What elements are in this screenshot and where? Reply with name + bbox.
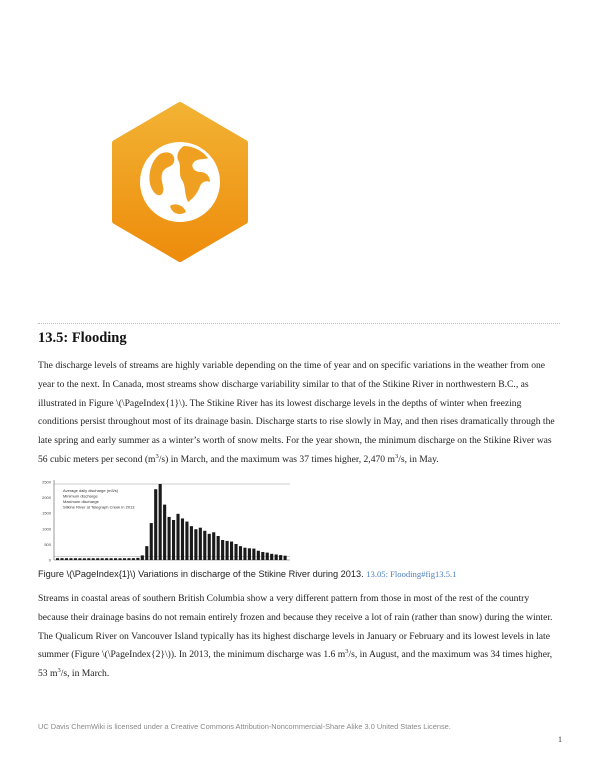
discharge-bar <box>234 544 237 560</box>
discharge-bar <box>56 558 59 560</box>
discharge-bar <box>132 558 135 560</box>
discharge-bar <box>69 558 72 560</box>
y-tick-label: 2500 <box>42 479 51 485</box>
library-logo <box>110 102 250 262</box>
discharge-bar <box>92 558 95 560</box>
discharge-bar <box>199 528 202 560</box>
discharge-bar <box>145 546 148 560</box>
legend-entry: Minimum discharge <box>63 493 98 499</box>
caption-text: Figure \(\PageIndex{1}\) Variations in discharge of the Stikine River during 2013. <box>38 569 364 579</box>
discharge-bar <box>123 558 126 560</box>
discharge-bar <box>127 558 130 560</box>
discharge-bar <box>257 551 260 560</box>
discharge-bar <box>154 489 157 560</box>
discharge-bar <box>243 548 246 560</box>
discharge-bar <box>141 555 144 560</box>
y-tick-label: 2000 <box>42 495 51 501</box>
discharge-bar <box>275 554 278 560</box>
y-tick-label: 500 <box>44 541 51 547</box>
discharge-bar <box>212 532 215 560</box>
discharge-bar <box>270 554 273 560</box>
page-number: 1 <box>558 735 562 744</box>
discharge-bar <box>110 558 113 560</box>
discharge-bar <box>176 514 179 560</box>
discharge-bar <box>163 505 166 560</box>
discharge-bar <box>83 558 86 560</box>
discharge-bar <box>60 558 63 560</box>
legend-entry: Maximum discharge <box>63 499 99 504</box>
discharge-bar <box>266 553 269 560</box>
body-paragraph-1: The discharge levels of streams are highly variable depending on the time of year and on specific variations in the weather from one year to the next. In Canada, most streams show discharge variability similar to that of the Stikine River in northwestern B.C., as illustrated in Figure \(\PageIndex{1}\). The Stikine River has its lowest discharge levels in the depths of winter when freezing conditions persist throughout most of its drainage basin. Discharge starts to rise slowly in May, and then rises dramatically through the late spring and early summer as a winter’s worth of snow melts. For the year shown, the minimum discharge on the Stikine River was 56 cubic meters per second $(m^3/s)$ in March, and the maximum was 37 times higher, 2,470 $m^3/s$, in May. <box>38 360 555 465</box>
license-footer: UC Davis ChemWiki is licensed under a Creative Commons Attribution-Noncommercial-Share Alike 3.0 United States License. <box>38 722 451 731</box>
discharge-bar <box>226 541 229 560</box>
figure-caption <box>38 569 560 579</box>
y-tick-label: 1000 <box>42 526 51 532</box>
body-paragraph-2: Streams in coastal areas of southern British Columbia show a very different pattern from those in most of the rest of the country because their drainage basins do not remain entirely frozen and because they receive a lot of rain (rather than snow) during the winter. The Qualicum River on Vancouver Island typically has its highest discharge levels in January or February and its lowest levels in late summer (Figure \(\PageIndex{2}\)). In 2013, the minimum discharge was 1.6 $m^3/s$, in August, and the maximum was 34 times higher, 53 $m^3/s$, in March. <box>38 593 553 680</box>
discharge-bar <box>96 558 99 560</box>
discharge-bar <box>114 558 117 560</box>
discharge-bar <box>105 558 108 560</box>
discharge-bar <box>150 523 153 560</box>
discharge-bar <box>181 518 184 560</box>
y-tick-label: 0 <box>48 557 51 563</box>
discharge-bar <box>230 542 233 560</box>
y-tick-label: 1500 <box>42 510 51 516</box>
discharge-bar <box>190 526 193 560</box>
legend-entry: Average daily discharge (m3/s) <box>63 488 119 493</box>
discharge-bar <box>65 558 68 560</box>
discharge-bar <box>87 558 90 560</box>
discharge-bar <box>172 520 175 560</box>
discharge-bar <box>248 548 251 560</box>
discharge-bar <box>118 558 121 560</box>
discharge-bar <box>159 484 162 560</box>
discharge-bar <box>284 556 287 560</box>
discharge-bar <box>239 546 242 560</box>
discharge-bar <box>279 555 282 560</box>
globe-icon <box>140 142 220 222</box>
section-title: 13.5: Flooding <box>38 330 127 346</box>
discharge-bar <box>168 517 171 560</box>
legend-entry: Stikine River at Telegraph Creek in 2013 <box>63 504 135 510</box>
discharge-bar <box>203 531 206 560</box>
discharge-chart <box>38 476 298 566</box>
figure-link[interactable]: 13.05: Flooding#fig13.5.1 <box>366 569 457 579</box>
discharge-bar <box>78 558 81 560</box>
discharge-bar <box>74 558 77 560</box>
discharge-bar <box>185 522 188 560</box>
discharge-bar <box>101 558 104 560</box>
discharge-bar <box>208 534 211 560</box>
discharge-bar <box>136 558 139 560</box>
discharge-bar <box>221 540 224 560</box>
discharge-bar <box>261 552 264 560</box>
section-divider <box>38 323 560 324</box>
discharge-bar <box>252 549 255 560</box>
discharge-bar <box>194 529 197 560</box>
discharge-bar <box>217 536 220 560</box>
